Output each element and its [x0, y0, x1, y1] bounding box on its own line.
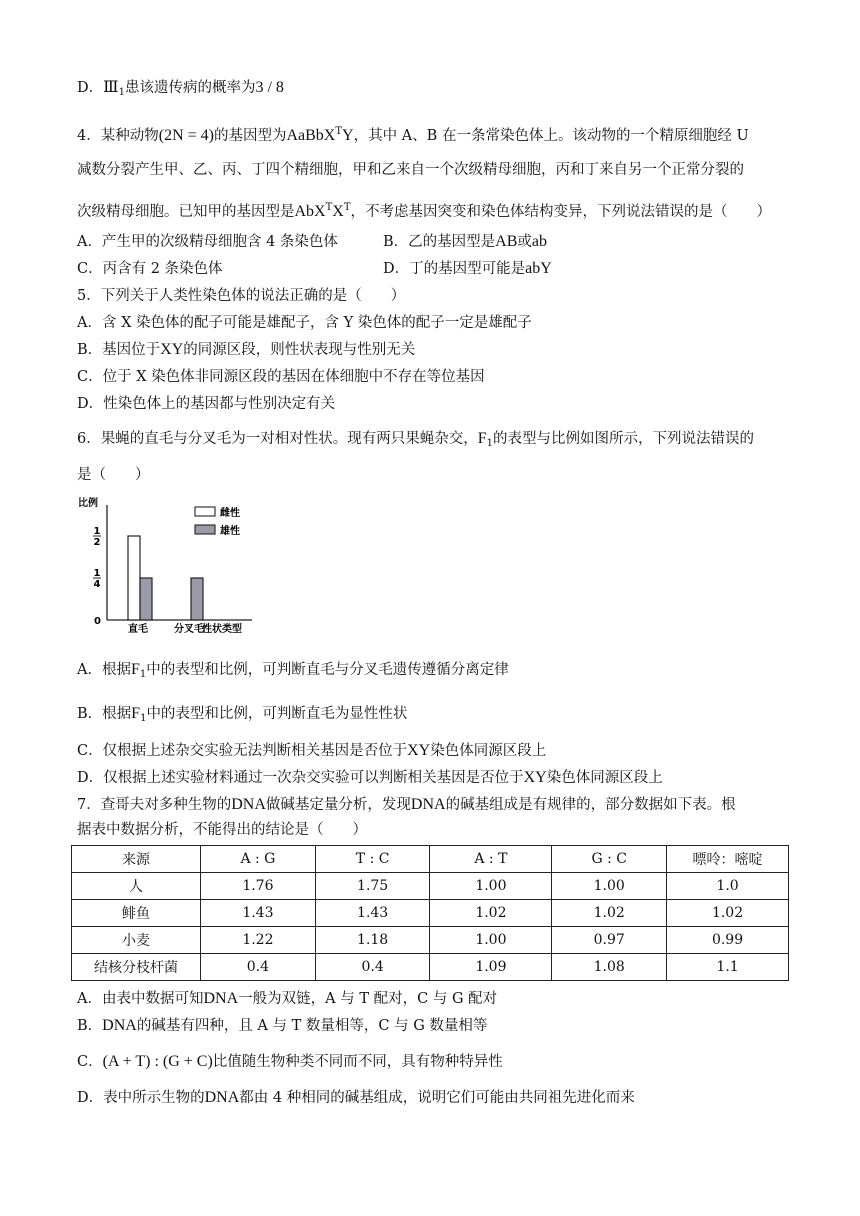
- chromosome-label: XY: [160, 341, 184, 358]
- option-text: 染色体同源区段上: [430, 743, 547, 759]
- dna-term: DNA: [203, 990, 239, 1007]
- superscript: T: [343, 202, 351, 213]
- legend-label: 雌性: [220, 508, 240, 519]
- option-text: C．: [77, 1054, 103, 1070]
- q4-text: 的基因型为: [213, 128, 287, 144]
- header-source: 来源: [72, 846, 201, 873]
- subscript: 1: [118, 87, 125, 98]
- subscript: 1: [139, 669, 147, 680]
- x-tick-label: 直毛: [128, 624, 148, 635]
- q6-option-a: [77, 660, 509, 685]
- dna-term: DNA: [102, 1017, 137, 1034]
- table-cell: 1.02: [430, 900, 552, 927]
- generation-label: F: [131, 705, 141, 722]
- option-text: 患该遗传病的概率为: [124, 80, 256, 96]
- table-cell: 小麦: [72, 927, 201, 954]
- table-cell: 1.22: [201, 927, 316, 954]
- table-cell: 结核分枝杆菌: [72, 954, 201, 981]
- q6-option-d: [77, 768, 663, 788]
- q3-option-d: [77, 78, 284, 103]
- q7-option-a: [77, 989, 497, 1009]
- base-ratio-expression: (A + T) : (G + C): [102, 1053, 213, 1070]
- table-cell: 1.00: [430, 873, 552, 900]
- q4-genotype: Y: [342, 127, 354, 144]
- table-cell: 1.43: [201, 900, 316, 927]
- q4-genotype: AbX: [294, 203, 326, 220]
- q7-option-d: [77, 1088, 635, 1108]
- q4-text: 4．某种动物: [77, 128, 159, 144]
- generation-label: F: [130, 661, 140, 678]
- q4-text: ，其中 A、B 在一条常染色体上。该动物的一个精原细胞经 U: [353, 128, 749, 144]
- y-tick-label: 4: [93, 579, 101, 590]
- table-row: [72, 900, 789, 927]
- table-cell: 1.08: [552, 954, 667, 981]
- table-cell: 0.97: [552, 927, 667, 954]
- option-text: 或: [517, 234, 532, 250]
- y-tick-label: 0: [94, 616, 101, 627]
- q4-option-d: [383, 259, 552, 279]
- q4-stem-line3: [77, 198, 771, 222]
- table-row: [72, 954, 789, 981]
- y-axis-label: 比例: [78, 498, 98, 509]
- option-text: 的碱基有四种，且 A 与 T 数量相等，C 与 G 数量相等: [136, 1018, 488, 1034]
- option-letter: D．: [77, 80, 104, 96]
- table-cell: 1.0: [667, 873, 789, 900]
- option-text: B．根据: [77, 706, 132, 722]
- header-purine-pyrimidine: 嘌呤：嘧啶: [667, 846, 789, 873]
- table-cell: 鲱鱼: [72, 900, 201, 927]
- q7-text: 的碱基组成是有规律的，部分数据如下表。根: [445, 797, 736, 813]
- q5-option-a: A．含 X 染色体的配子可能是雄配子，含 Y 染色体的配子一定是雄配子: [77, 315, 532, 331]
- subscript: 1: [140, 713, 147, 724]
- option-text: 一般为双链，A 与 T 配对，C 与 G 配对: [238, 991, 498, 1007]
- q6-option-c: [77, 741, 546, 761]
- table-cell: 1.09: [430, 954, 552, 981]
- option-text: B．乙的基因型是: [383, 234, 496, 250]
- q4-genotype: AaBbX: [286, 127, 336, 144]
- q7-stem-line2: 据表中数据分析，不能得出的结论是（ ）: [77, 822, 367, 838]
- q4-text: ，不考虑基因突变和染色体结构变异，下列说法错误的是（ ）: [350, 204, 772, 220]
- q6-text: 6．果蝇的直毛与分叉毛为一对相对性状。现有两只果蝇杂交，: [77, 431, 478, 447]
- table-cell: 0.4: [201, 954, 316, 981]
- q4-option-b: [383, 232, 547, 252]
- option-text: 中的表型和比例，可判断直毛为显性性状: [146, 706, 408, 722]
- q5-option-c: C．位于 X 染色体非同源区段的基因在体细胞中不存在等位基因: [77, 369, 485, 385]
- q7-text: 做碱基定量分析，发现: [265, 797, 411, 813]
- q7-stem-line1: [77, 795, 736, 815]
- q7-text: 7．查哥夫对多种生物的: [77, 797, 232, 813]
- y-tick-label: 1: [93, 526, 101, 537]
- x-tick-label: 分叉毛: [174, 624, 204, 635]
- q4-text: 次级精母细胞。已知甲的基因型是: [77, 204, 295, 220]
- q4-stem-line1: [77, 122, 749, 146]
- legend-label: 雄性: [220, 526, 240, 537]
- table-cell: 1.75: [315, 873, 430, 900]
- q7-option-c: [77, 1052, 503, 1072]
- table-cell: 0.99: [667, 927, 789, 954]
- option-text: B．: [77, 1018, 103, 1034]
- q5-option-d: D．性染色体上的基因都与性别决定有关: [77, 396, 336, 412]
- x-axis-label: 性状类型: [202, 624, 242, 635]
- header-g-c: G : C: [552, 846, 667, 873]
- q4-option-c: C．丙含有 2 条染色体: [77, 261, 223, 277]
- table-cell: 人: [72, 873, 201, 900]
- table-cell: 1.02: [552, 900, 667, 927]
- option-text: B．基因位于: [77, 342, 161, 358]
- table-cell: 1.1: [667, 954, 789, 981]
- genotype: AB: [495, 233, 518, 250]
- option-text: 都由 4 种相同的碱基组成，说明它们可能由共同祖先进化而来: [239, 1090, 635, 1106]
- genotype: ab: [531, 233, 547, 250]
- y-tick-label: 1: [93, 568, 101, 579]
- header-t-c: T : C: [315, 846, 430, 873]
- dna-term: DNA: [231, 796, 266, 813]
- bar-male-straight: [140, 578, 152, 620]
- generation-numeral: Ⅲ: [103, 79, 119, 96]
- dna-term: DNA: [410, 796, 446, 813]
- dna-term: DNA: [204, 1089, 240, 1106]
- option-text: C．仅根据上述杂交实验无法判断相关基因是否位于: [77, 743, 408, 759]
- superscript: T: [325, 202, 333, 213]
- table-cell: 1.00: [552, 873, 667, 900]
- genotype: abY: [525, 260, 552, 277]
- q4-option-a: A．产生甲的次级精母细胞含 4 条染色体: [77, 234, 338, 250]
- q5-stem: 5．下列关于人类性染色体的说法正确的是（ ）: [77, 288, 406, 304]
- q4-stem-line2: 减数分裂产生甲、乙、丙、丁四个精细胞，甲和乙来自一个次级精母细胞，丙和丁来自另一个正常分裂的: [77, 162, 744, 178]
- option-text: 比值随生物种类不同而不同，具有物种特异性: [212, 1054, 503, 1070]
- table-header-row: [72, 846, 789, 873]
- table-cell: 0.4: [315, 954, 430, 981]
- table-cell: 1.02: [667, 900, 789, 927]
- legend-swatch: [195, 507, 215, 516]
- bar-male-forked: [191, 578, 203, 620]
- header-a-t: A : T: [430, 846, 552, 873]
- table-row: [72, 927, 789, 954]
- option-text: A．由表中数据可知: [77, 991, 204, 1007]
- legend-swatch: [195, 525, 215, 534]
- option-text: D．仅根据上述实验材料通过一次杂交实验可以判断相关基因是否位于: [77, 770, 524, 786]
- q5-option-b: [77, 340, 415, 360]
- q4-genotype: X: [332, 203, 344, 220]
- table-row: [72, 873, 789, 900]
- q6-text: 的表型与比例如图所示，下列说法错误的: [493, 431, 755, 447]
- table-cell: 1.18: [315, 927, 430, 954]
- q6-option-b: [77, 704, 407, 729]
- q6-stem-line2: 是（ ）: [77, 467, 150, 483]
- table-cell: 1.43: [315, 900, 430, 927]
- chromosome-label: XY: [407, 742, 431, 759]
- y-tick-label: 2: [93, 537, 101, 548]
- subscript: 1: [486, 438, 494, 449]
- bar-female-straight: [128, 536, 140, 620]
- probability-value: 3 / 8: [255, 79, 284, 96]
- option-text: 中的表型和比例，可判断直毛与分叉毛遗传遵循分离定律: [146, 662, 509, 678]
- f1-phenotype-bar-chart: [74, 490, 274, 640]
- option-text: D．丁的基因型可能是: [383, 261, 526, 277]
- chromosome-label: XY: [523, 769, 547, 786]
- table-cell: 1.76: [201, 873, 316, 900]
- q6-stem-line1: [77, 429, 754, 454]
- q7-option-b: [77, 1016, 487, 1036]
- option-text: D．表中所示生物的: [77, 1090, 205, 1106]
- option-text: 染色体同源区段上: [546, 770, 663, 786]
- generation-label: F: [477, 430, 487, 447]
- q4-chromosome-number: (2N = 4): [158, 127, 214, 144]
- base-ratio-table: [71, 845, 789, 981]
- table-cell: 1.00: [430, 927, 552, 954]
- option-text: 的同源区段，则性状表现与性别无关: [183, 342, 416, 358]
- superscript: T: [335, 126, 343, 137]
- option-text: A．根据: [77, 662, 131, 678]
- header-a-g: A : G: [201, 846, 316, 873]
